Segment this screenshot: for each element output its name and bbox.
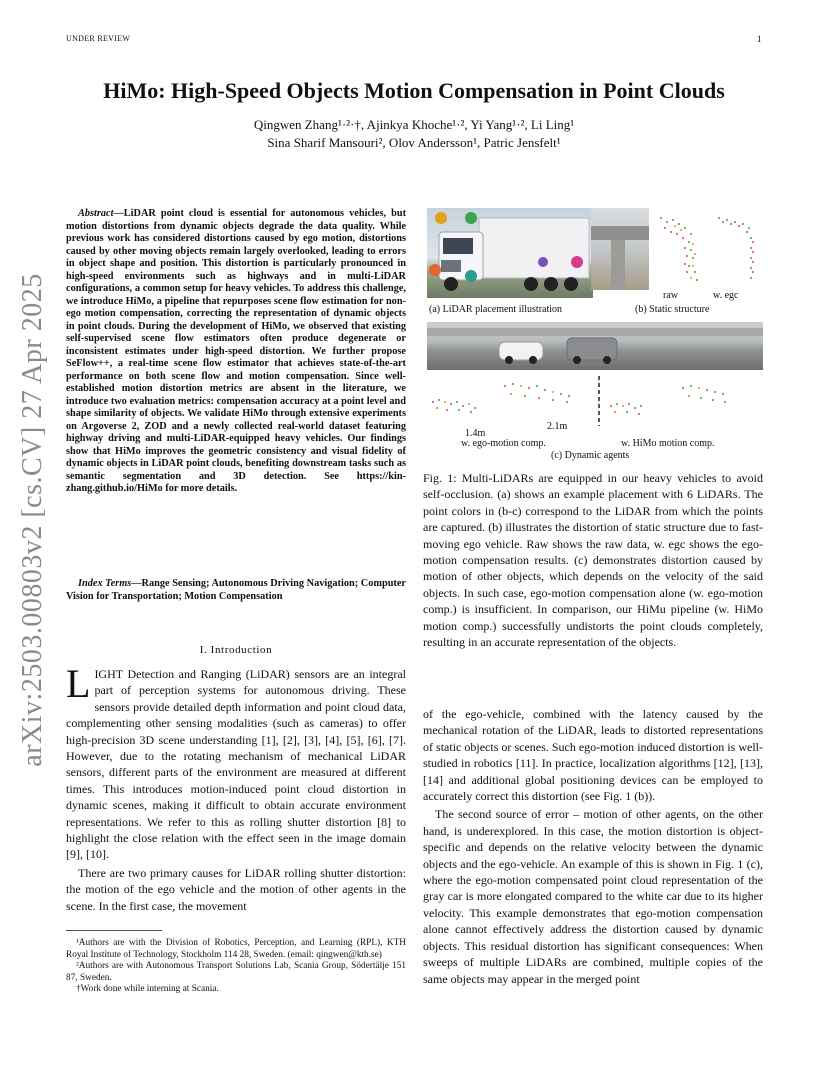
caption-b: (b) Static structure (635, 304, 710, 315)
bridge-deck (591, 226, 649, 240)
lidar-marker (538, 257, 548, 267)
bridge-pillar (611, 240, 625, 290)
lidar-marker (465, 270, 477, 282)
himo-comp-white-car-points (610, 403, 642, 415)
white-car (499, 342, 543, 360)
egc-points (718, 217, 752, 279)
wheel (544, 277, 558, 291)
author-list (66, 116, 762, 152)
drop-cap: L (66, 661, 91, 706)
distance-label-2: 2.1m (547, 421, 568, 432)
ego-comp-gray-car-points (504, 383, 570, 403)
wheel (603, 356, 611, 364)
wheel (529, 356, 537, 364)
lidar-marker (435, 212, 447, 224)
author-line-2: Sina Sharif Mansouri², Olov Andersson¹, Patric Jensfelt¹ (267, 135, 561, 150)
trailer (479, 218, 589, 278)
truck-illustration (427, 208, 593, 298)
wheel (444, 277, 458, 291)
intro-paragraph-1-text: IGHT Detection and Ranging (LiDAR) sensors are an integral part of perception systems for autonomous driving. These sensors provide detailed depth information and point cloud data, complementing other sensing modalities (such as cameras) to offer high-precision 3D scene understanding [1], [2], [3], [4], [5], [6], [7]. However, due to the rotating mechanism of mechanical LiDAR sensors, different parts of the environment are measured at different times. This introduces motion-induced point cloud distortion in dynamic scenes, making it difficult to obtain accurate environment representations. We refer to this as rolling shutter distortion [8] to highlight the close relation with the effect seen in the image domain [9], [10]. (66, 667, 406, 862)
ego-comp-white-car-points (432, 399, 476, 413)
label-raw: raw (663, 290, 678, 301)
dynamic-point-clouds (427, 372, 763, 428)
figure-1-caption: Fig. 1: Multi-LiDARs are equipped in our heavy vehicles to avoid self-occlusion. (a) shows an example placement with 6 LiDARs. The point colors in (b-c) correspond to the LiDAR from which the points are captured. (b) illustrates the distortion of static structure due to fast-moving ego vehicle. Raw shows the raw data, w. egc shows the ego-motion compensation results. (c) demonstrates distortion caused by motion of other objects, which depends on the velocity of the said objects. In such case, ego-motion compensation alone (w. ego-motion comp.) is insufficient. In comparison, our HiMu pipeline (w. HiMo motion comp.) successfully undistorts the point clouds completely, resulting in an accurate representation of the objects. (423, 471, 763, 650)
bridge-illustration (591, 208, 649, 290)
wheel (573, 356, 581, 364)
footnote-1: ¹Authors are with the Division of Robotics, Perception, and Learning (RPL), KTH Royal Institute of Technology, Stockholm 114 28, Sweden. (email: qingwen@kth.se) (66, 938, 406, 960)
footnotes (66, 938, 406, 996)
label-wegc: w. egc (713, 290, 739, 301)
caption-a: (a) LiDAR placement illustration (429, 304, 563, 315)
right-paragraph-1: of the ego-vehicle, combined with the latency caused by the mechanical rotation of the LiDAR, leads to distorted representations of static objects or scenes. Such ego-motion induced distortion is well-studied in robotics [11]. In practice, localization algorithms [12], [13], [14] and additional global positioning devices can be employed to accurately correct this distortion (see Fig. 1 (b)). (423, 707, 763, 804)
label-himo-motion-comp: w. HiMo motion comp. (621, 438, 715, 449)
lidar-marker (465, 212, 477, 224)
wheel (505, 356, 513, 364)
road-photo (427, 322, 763, 370)
bridge-structure (427, 328, 763, 336)
abstract (66, 208, 406, 496)
gray-car (567, 338, 617, 360)
intro-paragraph-1 (66, 661, 406, 863)
right-column-body (423, 706, 763, 987)
index-terms-text: —Range Sensing; Autonomous Driving Navigation; Computer Vision for Transportation; Motion Compensation (66, 578, 406, 602)
running-header: UNDER REVIEW (66, 34, 131, 43)
raw-points (660, 217, 698, 281)
page-number: 1 (757, 34, 762, 44)
static-point-clouds (649, 208, 765, 290)
right-paragraph-2: The second source of error – motion of other agents, on the other hand, is underexplored. In this case, the motion distortion is object-specific and depends on the relative velocity between the dynamic objects and the ego-vehicle. An example of this is shown in Fig. 1 (c), where the ego-motion compensated point cloud representation of the gray car is more elongated compared to the white car due to its higher velocity. This example demonstrates that ego-motion compensation alone cannot effectively address the distortion caused by dynamic objects. This residual distortion has significant consequences: When sweeps of multiple LiDARs are combined, multiple copies of the same objects may appear in the merged point (423, 807, 763, 986)
windshield (443, 238, 473, 254)
bridge-photo (591, 208, 649, 290)
grille (441, 260, 461, 272)
distance-label-1: 1.4m (465, 428, 486, 439)
footnote-2: ²Authors are with Autonomous Transport Solutions Lab, Scania Group, Södertälje 151 87, Sweden. (66, 961, 406, 983)
lidar-marker (571, 256, 583, 268)
footnote-3: †Work done while interning at Scania. (76, 984, 219, 995)
caption-c: (c) Dynamic agents (551, 450, 630, 461)
author-line-1: Qingwen Zhang¹·²·†, Ajinkya Khoche¹·², Yi Yang¹·², Li Ling¹ (253, 117, 575, 132)
section-heading: I. Introduction (199, 644, 273, 656)
wheel (564, 277, 578, 291)
figure-1 (425, 206, 765, 464)
himo-comp-gray-car-points (682, 385, 726, 403)
arxiv-stamp-text: arXiv:2503.00803v2 [cs.CV] 27 Apr 2025 (17, 273, 48, 767)
index-terms (66, 578, 406, 603)
raw-points (664, 227, 688, 273)
intro-paragraph-2: There are two primary causes for LiDAR rolling shutter distortion: the motion of the ego vehicle and the motion of other agents in the scene. In the first case, the movement (66, 865, 406, 913)
footnote-rule (66, 930, 162, 931)
abstract-label: Abstract (78, 208, 114, 219)
lidar-marker (429, 264, 441, 276)
truck-photo (427, 208, 593, 298)
introduction-body (66, 661, 406, 914)
wheel (524, 277, 538, 291)
abstract-text: —LiDAR point cloud is essential for autonomous vehicles, but motion distortions from dynamic objects degrade the data quality. While previous work has considered distortions caused by ego motion, distortions caused by other moving objects remain largely overlooked, leading to errors in object shape and position. This distortion is particularly pronounced in high-speed environments such as highways and in multi-LiDAR configurations, a common setup for heavy vehicles. To address this challenge, we introduce HiMo, a pipeline that repurposes scene flow estimation for non-ego motion compensation, correcting the representation of dynamic objects in point clouds. During the development of HiMo, we observed that existing self-supervised scene flow estimators often produce degenerate or inconsistent estimates under high-speed distortion. We further propose SeFlow++, a real-time scene flow estimator that achieves state-of-the-art performance on both scene flow and motion compensation. Since well-established motion distortion metrics are absent in the literature, we introduce two evaluation metrics: compensation accuracy at a point level and shape similarity of objects. We validate HiMo through extensive experiments on Argoverse 2, ZOD and a newly collected real-world dataset featuring highway driving and multi-LiDAR-equipped heavy vehicles. Our findings show that HiMo improves the geometric consistency and visual fidelity of dynamic objects in LiDAR point clouds, benefiting downstream tasks such as semantic segmentation and 3D detection. See https://kin-zhang.github.io/HiMo for more details. (66, 208, 406, 494)
road-illustration (427, 322, 763, 370)
label-ego-motion-comp: w. ego-motion comp. (461, 438, 546, 449)
paper-title: HiMo: High-Speed Objects Motion Compensation in Point Clouds (103, 78, 725, 103)
index-terms-label: Index Terms (78, 578, 132, 589)
arxiv-stamp (8, 273, 58, 767)
